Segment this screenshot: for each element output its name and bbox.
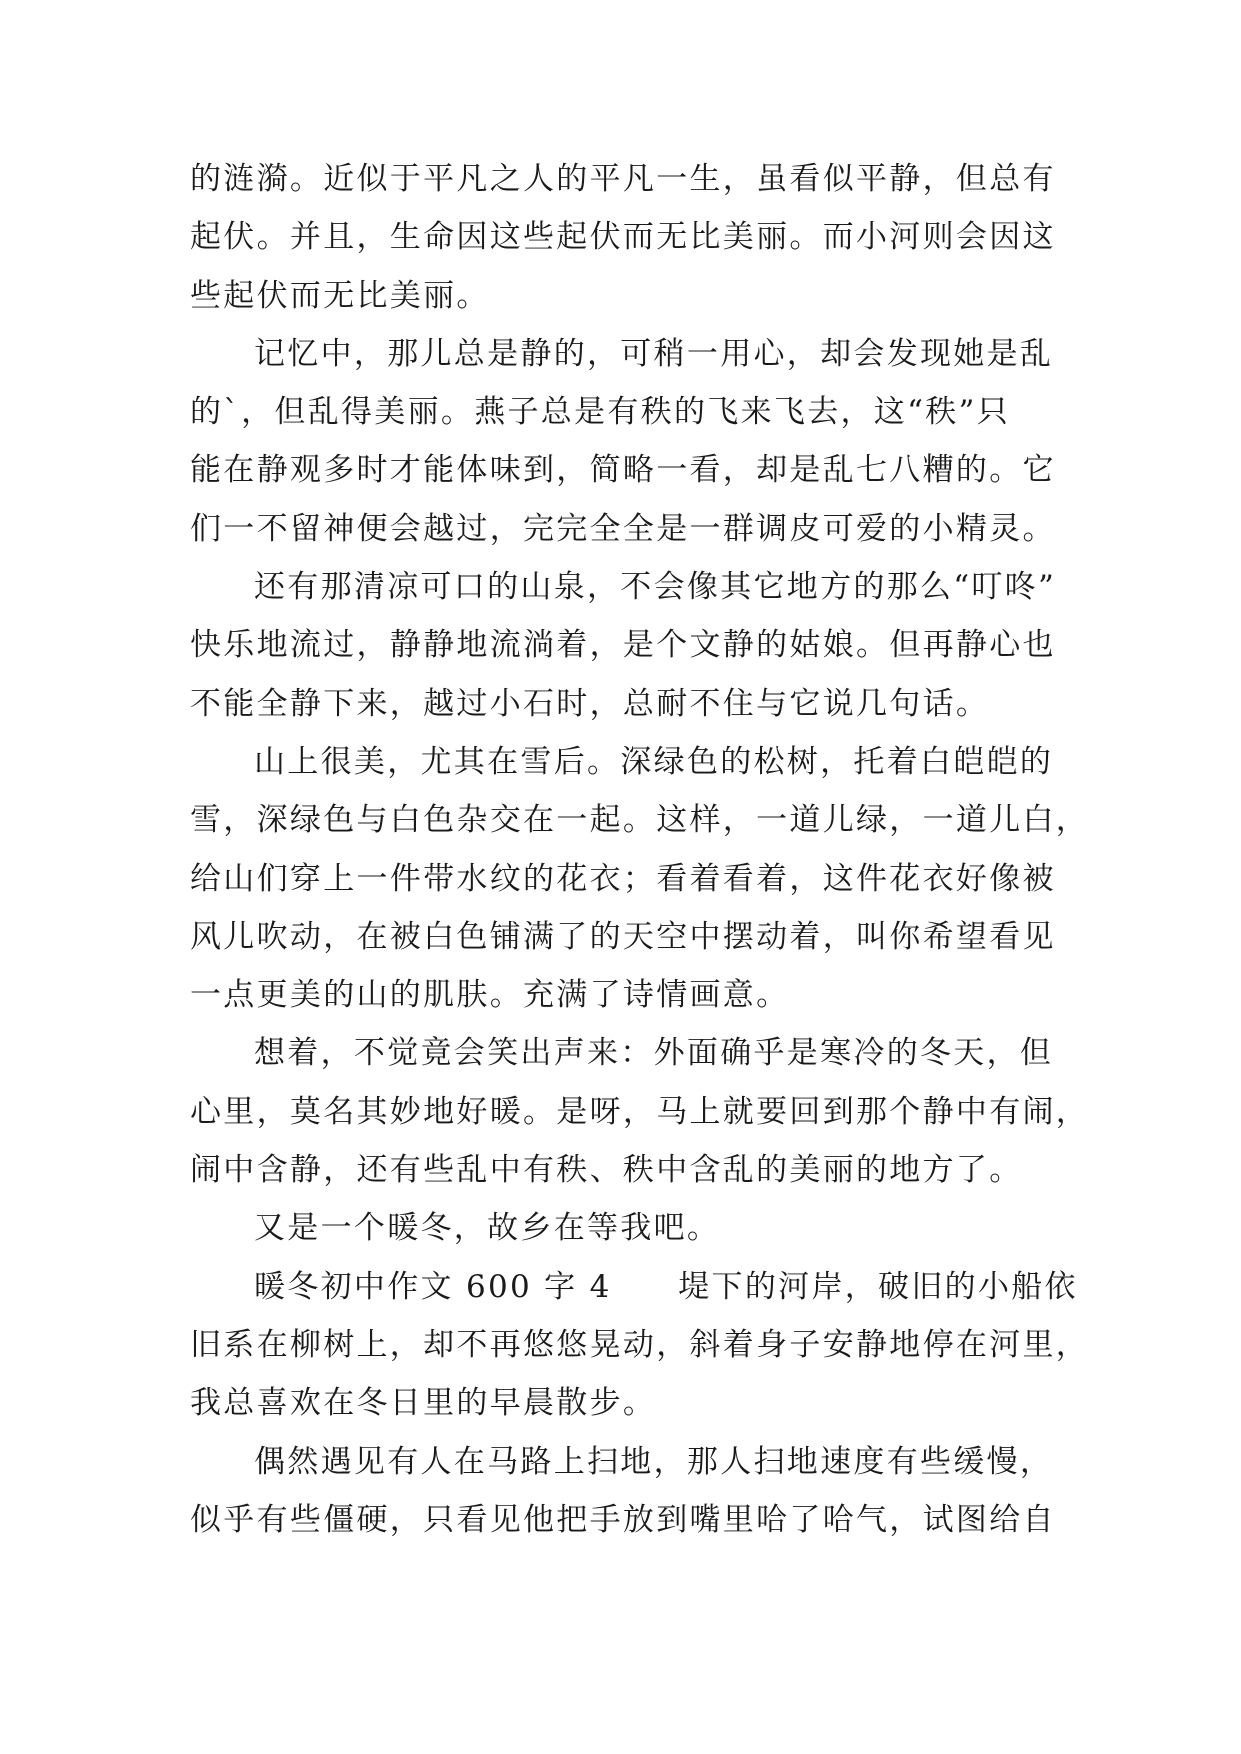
- text-line: 快乐地流过，静静地流淌着，是个文静的姑娘。但再静心也: [190, 627, 1056, 664]
- text-line: 山上很美，尤其在雪后。深绿色的松树，托着白皑皑的: [254, 743, 1054, 780]
- text-line: 风儿吹动，在被白色铺满了的天空中摆动着，叫你希望看见: [190, 918, 1056, 955]
- text-line: 的`，但乱得美丽。燕子总是有秩的飞来飞去，这“秩”只: [190, 394, 1010, 431]
- text-line: 起伏。并且，生命因这些起伏而无比美丽。而小河则会因这: [190, 219, 1056, 256]
- text-line: 记忆中，那儿总是静的，可稍一用心，却会发现她是乱: [254, 335, 1054, 372]
- text-line: 又是一个暖冬，故乡在等我吧。: [254, 1210, 721, 1247]
- text-line: 还有那清凉可口的山泉，不会像其它地方的那么“叮咚”: [254, 569, 1057, 606]
- text-line: 给山们穿上一件带水纹的花衣；看着看着，这件花衣好像被: [190, 860, 1056, 897]
- text-line: 暖冬初中作文 600 字 4 堤下的河岸，破旧的小船依: [254, 1268, 1078, 1305]
- text-line: 心里，莫名其妙地好暖。是呀，马上就要回到那个静中有闹，: [190, 1093, 1090, 1130]
- text-line: 能在静观多时才能体味到，简略一看，却是乱七八糟的。它: [190, 452, 1056, 489]
- text-line: 想着，不觉竟会笑出声来：外面确乎是寒冷的冬天，但: [254, 1035, 1054, 1072]
- text-line: 一点更美的山的肌肤。充满了诗情画意。: [190, 977, 790, 1014]
- text-line: 的涟漪。近似于平凡之人的平凡一生，虽看似平静，但总有: [190, 161, 1056, 197]
- text-line: 雪，深绿色与白色杂交在一起。这样，一道儿绿，一道儿白，: [190, 802, 1090, 839]
- text-line: 些起伏而无比美丽。: [190, 277, 490, 314]
- text-line: 不能全静下来，越过小石时，总耐不住与它说几句话。: [190, 685, 990, 722]
- text-line: 闹中含静，还有些乱中有秩、秩中含乱的美丽的地方了。: [190, 1152, 1023, 1189]
- text-line: 偶然遇见有人在马路上扫地，那人扫地速度有些缓慢，: [254, 1443, 1054, 1480]
- text-line: 们一不留神便会越过，完完全全是一群调皮可爱的小精灵。: [190, 510, 1056, 547]
- document-body: [190, 150, 1090, 1549]
- text-line: 我总喜欢在冬日里的早晨散步。: [190, 1385, 657, 1422]
- text-line: 旧系在柳树上，却不再悠悠晃动，斜着身子安静地停在河里，: [190, 1326, 1090, 1363]
- text-line: 似乎有些僵硬，只看见他把手放到嘴里哈了哈气，试图给自: [190, 1501, 1056, 1538]
